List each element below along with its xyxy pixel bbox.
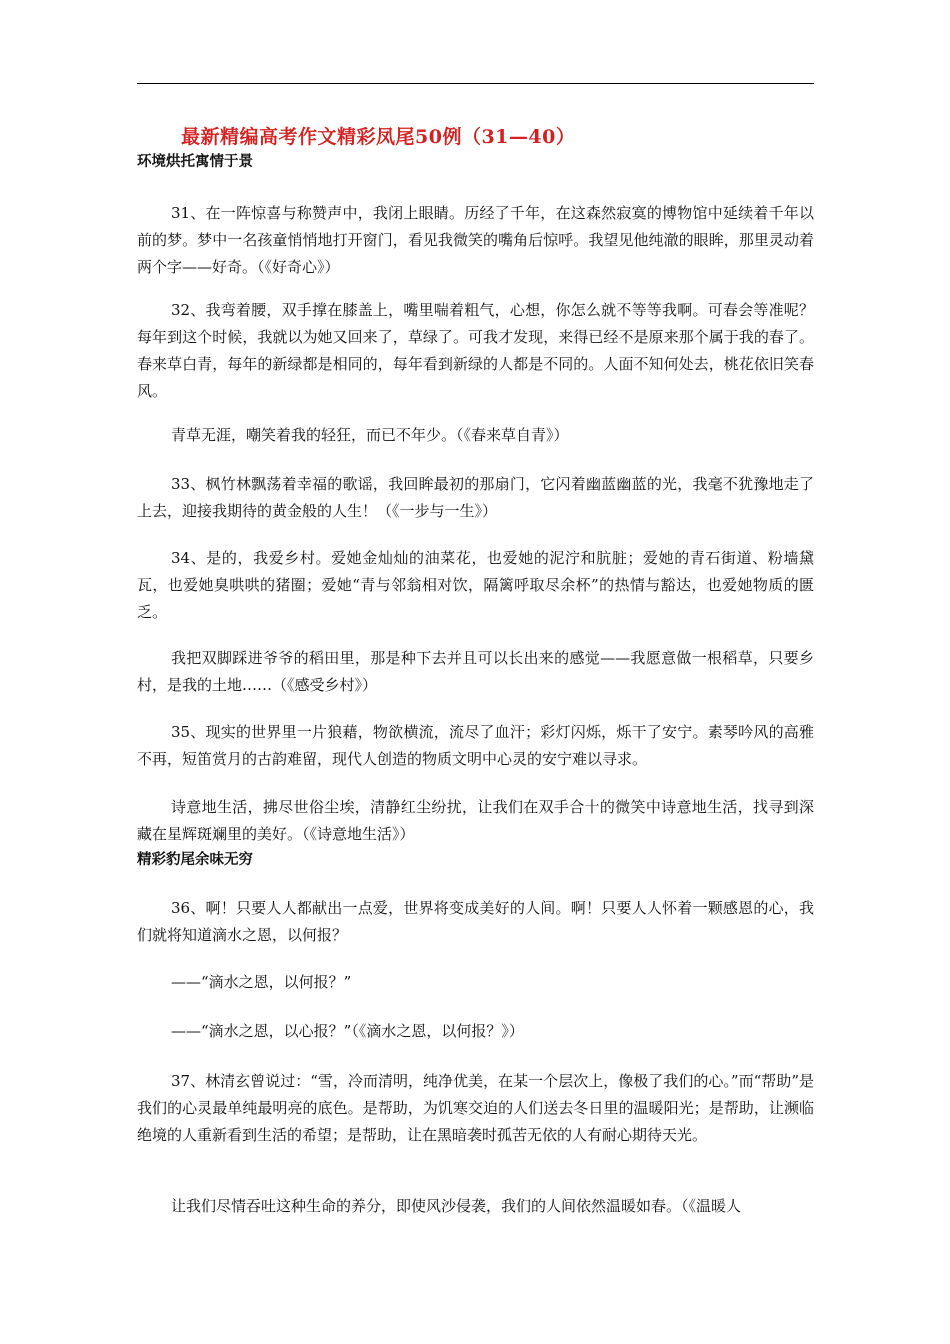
paragraph-37: 37、林清玄曾说过：“雪，冷而清明，纯净优美，在某一个层次上，像极了我们的心。”而“帮助”是我们的心灵最单纯最明亮的底色。是帮助，为饥寒交迫的人们送去冬日里的温暖阳光；是帮助，让濒临绝境的人重新看到生活的希望；是帮助，让在黑暗袭时孤苦无依的人有耐心期待天光。 xyxy=(137,1072,814,1144)
paragraph-33: 33、枫竹林飘荡着幸福的歌谣，我回眸最初的那扇门，它闪着幽蓝幽蓝的光，我毫不犹豫地走了上去，迎接我期待的黄金般的人生！（《一步与一生》） xyxy=(137,475,814,520)
paragraph-34: 34、是的，我爱乡村。爱她金灿灿的油菜花，也爱她的泥泞和肮脏；爱她的青石街道、粉墙黛瓦，也爱她臭哄哄的猪圈；爱她“青与邻翁相对饮，隔篱呼取尽余杯”的热情与豁达，也爱她物质的匮乏。 xyxy=(137,549,814,621)
section-heading-ending: 精彩豹尾余味无穷 xyxy=(137,851,253,868)
document-title: 最新精编高考作文精彩凤尾50例（31—40） xyxy=(181,126,576,148)
header-rule xyxy=(137,83,814,84)
paragraph-37-ending: 让我们尽情吞吐这种生命的养分，即使风沙侵袭，我们的人间依然温暖如春。（《温暖人 xyxy=(171,1197,742,1215)
paragraph-32: 32、我弯着腰，双手撑在膝盖上，嘴里喘着粗气，心想，你怎么就不等等我啊。可春会等准呢？每年到这个时候，我就以为她又回来了，草绿了。可我才发现，来得已经不是原来那个属于我的春了。春来草白青，每年的新绿都是相同的，每年看到新绿的人都是不同的。人面不知何处去，桃花依旧笑春风。 xyxy=(137,301,814,400)
section-heading-environment: 环境烘托寓情于景 xyxy=(137,153,253,170)
paragraph-35: 35、现实的世界里一片狼藉，物欲横流，流尽了血汗；彩灯闪烁，烁干了安宁。素琴吟风的高雅不再，短笛赏月的古韵难留，现代人创造的物质文明中心灵的安宁难以寻求。 xyxy=(137,723,814,768)
paragraph-36-quote-1: ——“滴水之恩，以何报？” xyxy=(171,973,352,991)
paragraph-36-quote-2: ——“滴水之恩，以心报？”（《滴水之恩，以何报？》） xyxy=(171,1022,524,1040)
paragraph-34-ending: 我把双脚踩进爷爷的稻田里，那是种下去并且可以长出来的感觉——我愿意做一根稻草，只要乡村，是我的土地……（《感受乡村》） xyxy=(137,649,814,694)
paragraph-32-ending: 青草无涯，嘲笑着我的轻狂，而已不年少。（《春来草自青》） xyxy=(171,426,569,444)
paragraph-36: 36、啊！只要人人都献出一点爱，世界将变成美好的人间。啊！只要人人怀着一颗感恩的心，我们就将知道滴水之恩，以何报？ xyxy=(137,899,814,944)
paragraph-31: 31、在一阵惊喜与称赞声中，我闭上眼睛。历经了千年，在这森然寂寞的博物馆中延续着千年以前的梦。梦中一名孩童悄悄地打开窗门，看见我微笑的嘴角后惊呼。我望见他纯澈的眼眸，那里灵动着两个字——好奇。（《好奇心》） xyxy=(137,204,814,276)
paragraph-35-ending: 诗意地生活，拂尽世俗尘埃，清静红尘纷扰，让我们在双手合十的微笑中诗意地生活，找寻到深藏在星辉斑斓里的美好。（《诗意地生活》） xyxy=(137,798,814,843)
